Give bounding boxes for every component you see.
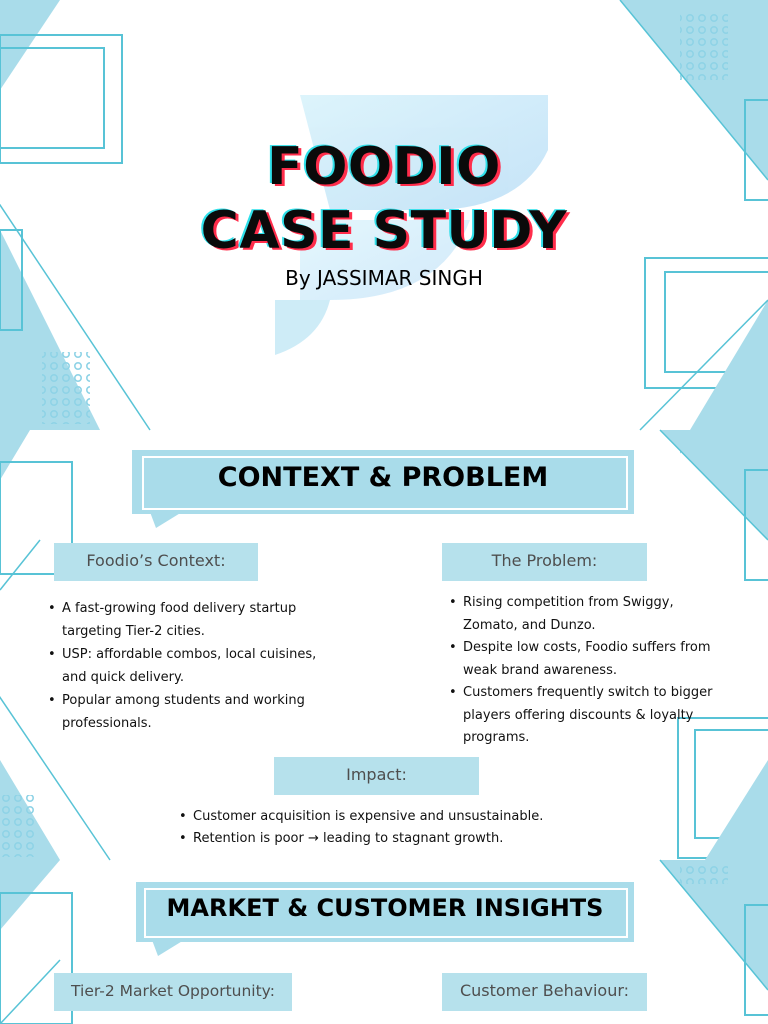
impact-list xyxy=(179,806,599,850)
list-item: • USP: affordable combos, local cuisines, and quick delivery. xyxy=(48,643,328,689)
section-heading: MARKET & CUSTOMER INSIGHTS xyxy=(166,894,604,922)
list-item: • Rising competition from Swiggy, Zomato, and Dunzo. xyxy=(449,592,729,637)
problem-list xyxy=(449,592,729,750)
customer-behaviour-label: Customer Behaviour: xyxy=(442,973,647,1011)
section-banner-market xyxy=(136,882,634,942)
list-item: • Customer acquisition is expensive and unsustainable. xyxy=(179,806,599,828)
cover-title-line2: CASE STUDY xyxy=(200,201,568,261)
impact-label: Impact: xyxy=(274,757,479,795)
list-item: • Customers frequently switch to bigger players offering discounts & loyalty programs. xyxy=(449,682,729,750)
list-item: • Popular among students and working professionals. xyxy=(48,689,328,735)
list-item: • Retention is poor → leading to stagnant growth. xyxy=(179,828,599,850)
banner-tail xyxy=(150,512,190,530)
section-banner-context xyxy=(132,450,634,514)
list-item: • A fast-growing food delivery startup targeting Tier-2 cities. xyxy=(48,597,328,643)
problem-label: The Problem: xyxy=(442,543,647,581)
market-opportunity-label: Tier-2 Market Opportunity: xyxy=(54,973,292,1011)
context-list xyxy=(48,597,328,735)
section-heading: CONTEXT & PROBLEM xyxy=(217,462,549,493)
context-label: Foodio’s Context: xyxy=(54,543,258,581)
cover-title-line1: FOODIO xyxy=(267,137,501,197)
author-byline: By JASSIMAR SINGH xyxy=(285,266,483,290)
list-item: • Despite low costs, Foodio suffers from weak brand awareness. xyxy=(449,637,729,682)
banner-tail xyxy=(152,940,192,958)
